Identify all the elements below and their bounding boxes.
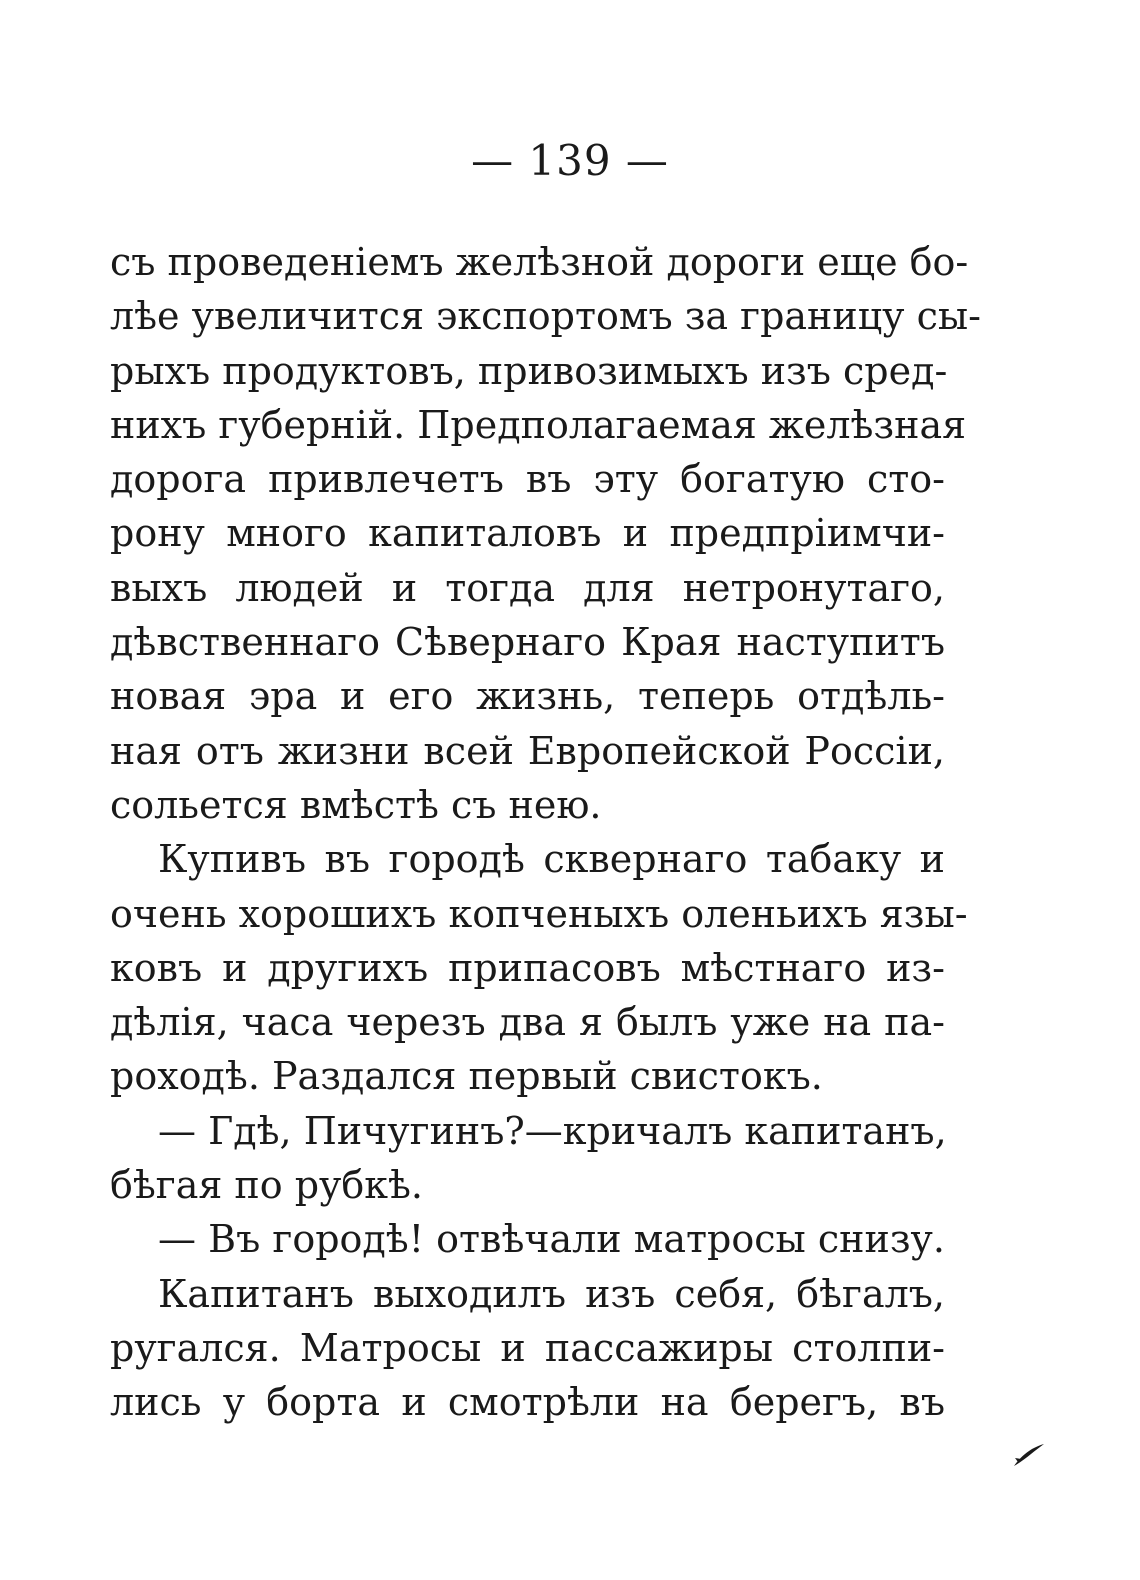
ink-mark: [1012, 1440, 1046, 1468]
text-line: съ проведеніемъ желѣзной дороги еще бо-: [110, 240, 969, 284]
text-line: рону много капиталовъ и предпріимчи-: [110, 511, 945, 556]
text-line: очень хорошихъ копченыхъ оленьихъ язы-: [110, 891, 968, 936]
text-line: ругался. Матросы и пассажиры столпи-: [110, 1325, 945, 1370]
text-line: — Гдѣ, Пичугинъ?—кричалъ капитанъ,: [158, 1108, 947, 1153]
text-line: Купивъ въ городѣ сквернаго табаку и: [158, 837, 945, 882]
page-number: — 139 —: [471, 136, 669, 185]
text-line: дѣвственнаго Сѣвернаго Края наступитъ: [110, 620, 945, 665]
text-line: нихъ губерній. Предполагаемая желѣзная: [110, 402, 967, 447]
body-text: [110, 235, 981, 1430]
text-line: выхъ людей и тогда для нетронутаго,: [110, 565, 945, 610]
text-line: дѣлія, часа черезъ два я былъ уже на па-: [110, 1000, 945, 1045]
text-line: лись у борта и смотрѣли на берегъ, въ: [110, 1380, 945, 1425]
text-line: рыхъ продуктовъ, привозимыхъ изъ сред-: [110, 348, 948, 393]
text-line: ковъ и другихъ припасовъ мѣстнаго из-: [110, 945, 945, 990]
text-line: бѣгая по рубкѣ.: [110, 1163, 423, 1208]
text-line: ная отъ жизни всей Европейской Россіи,: [110, 728, 945, 773]
text-line: роходѣ. Раздался первый свистокъ.: [110, 1054, 823, 1099]
text-line: новая эра и его жизнь, теперь отдѣль-: [110, 674, 945, 719]
text-line: сольется вмѣстѣ съ нею.: [110, 782, 602, 827]
text-line: — Въ городѣ! отвѣчали матросы снизу.: [158, 1217, 945, 1262]
text-line: Капитанъ выходилъ изъ себя, бѣгалъ,: [158, 1271, 945, 1316]
text-line: лѣе увеличится экспортомъ за границу сы-: [110, 294, 981, 339]
text-line: дорога привлечетъ въ эту богатую сто-: [110, 457, 945, 502]
